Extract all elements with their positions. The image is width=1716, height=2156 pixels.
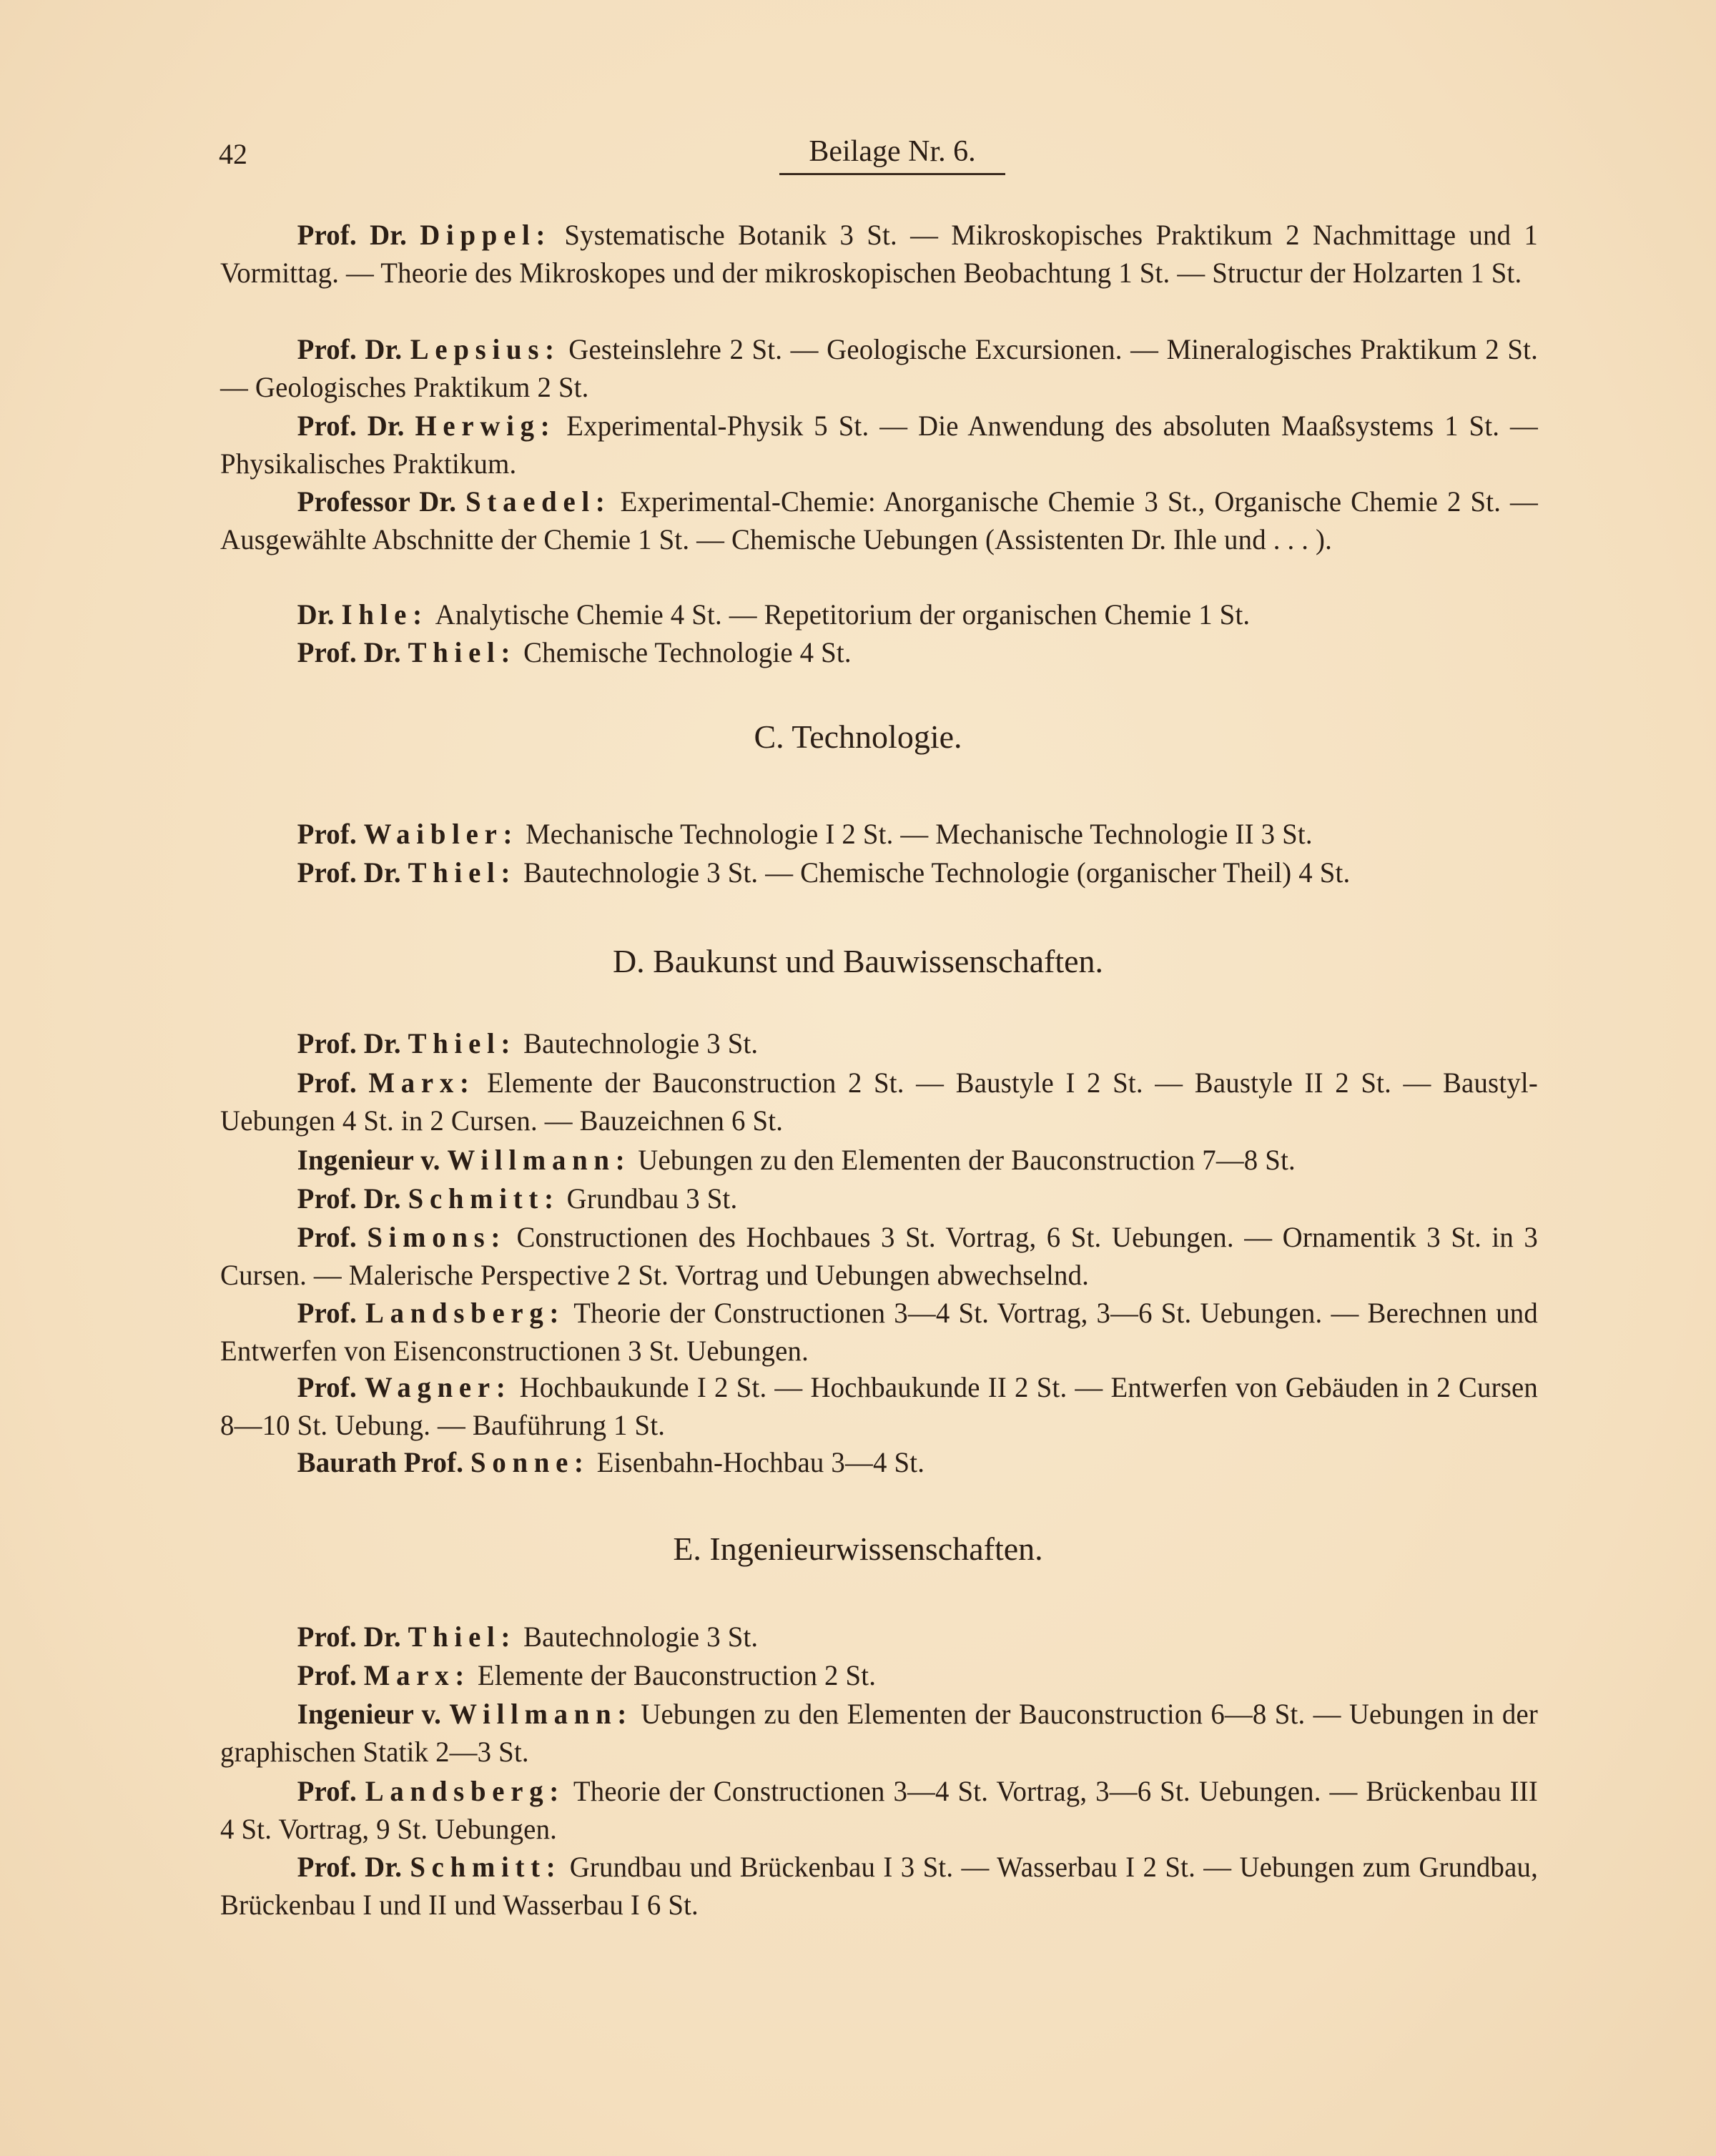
lecture-entry (220, 1618, 1538, 1656)
entry-prefix: Prof. Dr. (297, 333, 403, 365)
lecture-entry (220, 815, 1538, 853)
course-list: Systematische Botanik 3 St. — Mikroskopisches Praktikum 2 Nachmittage und 1 Vormittag. — Theorie des Mikroskopes und der mikroskopischen Beobachtung 1 St. — Structur der Holzarten 1 St. (220, 219, 1538, 289)
lecturer-name: Thiel: (408, 856, 517, 889)
running-title: Beilage Nr. 6. (779, 134, 1005, 175)
lecture-entry (220, 1141, 1538, 1179)
lecturer-name: Lepsius: (410, 333, 561, 365)
course-list: Eisenbahn-Hochbau 3—4 St. (596, 1446, 925, 1478)
entry-prefix: Prof. (297, 1297, 357, 1329)
entry-prefix: Prof. Dr. (297, 219, 408, 251)
lecturer-name: Herwig: (415, 410, 556, 442)
lecturer-name: Landsberg: (365, 1297, 566, 1329)
lecture-entry (220, 1180, 1538, 1217)
course-list: Elemente der Bauconstruction 2 St. — Baustyle I 2 St. — Baustyle II 2 St. — Baustyl-Uebungen 4 St. in 2 Cursen. — Bauzeichnen 6 St. (220, 1067, 1538, 1137)
entry-prefix: Prof. Dr. (297, 1851, 403, 1883)
course-list: Grundbau 3 St. (566, 1182, 738, 1215)
lecture-entry (220, 1024, 1538, 1062)
entry-prefix: Professor Dr. (297, 485, 457, 518)
lecture-entry (220, 483, 1538, 558)
entry-prefix: Prof. Dr. (297, 1621, 401, 1653)
lecturer-name: Wagner: (364, 1371, 512, 1403)
lecture-entry (220, 216, 1538, 292)
course-list: Experimental-Chemie: Anorganische Chemie 3 St., Organische Chemie 2 St. — Ausgewählte Abschnitte der Chemie 1 St. — Chemische Uebungen (Assistenten Dr. Ihle und . . . ). (220, 485, 1539, 555)
page-number: 42 (219, 138, 247, 170)
course-list: Bautechnologie 3 St. (523, 1621, 759, 1653)
lecture-entry (220, 1443, 1538, 1481)
course-list: Gesteinslehre 2 St. — Geologische Excursionen. — Mineralogisches Praktikum 2 St. — Geologisches Praktikum 2 St. (220, 333, 1539, 403)
course-list: Mechanische Technologie I 2 St. — Mechanische Technologie II 3 St. (526, 818, 1313, 850)
course-list: Bautechnologie 3 St. — Chemische Technologie (organischer Theil) 4 St. (523, 856, 1351, 889)
course-list: Analytische Chemie 4 St. — Repetitorium der organischen Chemie 1 St. (435, 598, 1251, 631)
lecture-entry (220, 407, 1538, 483)
lecturer-name: Waibler: (363, 818, 519, 850)
entry-prefix: Prof. (297, 1067, 357, 1099)
lecture-entry (220, 595, 1538, 633)
entry-prefix: Prof. (297, 1221, 357, 1253)
lecture-entry (220, 330, 1538, 406)
lecturer-name: Sonne: (470, 1446, 590, 1478)
lecturer-name: Schmitt: (410, 1851, 562, 1883)
entry-prefix: Prof. (297, 1371, 357, 1403)
entry-prefix: Prof. Dr. (297, 636, 401, 668)
lecturer-name: Staedel: (465, 485, 611, 518)
entry-prefix: Prof. Dr. (297, 1027, 401, 1059)
entry-prefix: Prof. (297, 818, 357, 850)
lecturer-name: Ihle: (341, 598, 428, 631)
lecturer-name: Dippel: (420, 219, 552, 251)
course-list: Experimental-Physik 5 St. — Die Anwendung des absoluten Maaßsystems 1 St. — Physikalisches Praktikum. (220, 410, 1539, 480)
lecture-entry (220, 1695, 1538, 1771)
lecturer-name: Thiel: (408, 1027, 517, 1059)
entry-prefix: Prof. Dr. (297, 856, 401, 889)
entry-prefix: Prof. (297, 1775, 357, 1807)
lecture-entry (220, 1848, 1538, 1924)
lecture-entry (220, 1368, 1538, 1444)
course-list: Elemente der Bauconstruction 2 St. (477, 1659, 877, 1691)
course-list: Bautechnologie 3 St. (523, 1027, 759, 1059)
lecturer-name: Willmann: (449, 1698, 633, 1730)
lecture-entry (220, 1294, 1538, 1370)
entry-prefix: Ingenieur v. (297, 1698, 441, 1730)
lecture-entry (220, 633, 1538, 671)
lecture-entry (220, 1064, 1538, 1139)
lecturer-name: Simons: (367, 1221, 507, 1253)
course-list: Chemische Technologie 4 St. (523, 636, 852, 668)
entry-prefix: Ingenieur v. (297, 1144, 440, 1176)
entry-prefix: Prof. (297, 1659, 357, 1691)
lecture-entry (220, 1656, 1538, 1694)
entry-prefix: Prof. Dr. (297, 1182, 401, 1215)
section-heading-d: D. Baukunst und Bauwissenschaften. (612, 943, 1104, 979)
lecture-entry (220, 854, 1538, 891)
course-list: Theorie der Constructionen 3—4 St. Vortrag, 3—6 St. Uebungen. — Berechnen und Entwerfen von Eisenconstructionen 3 St. Uebungen. (220, 1297, 1538, 1367)
section-heading-c: C. Technologie. (754, 718, 962, 755)
lecturer-name: Schmitt: (408, 1182, 560, 1215)
entry-prefix: Baurath Prof. (297, 1446, 464, 1478)
lecture-entry (220, 1772, 1538, 1848)
course-list: Uebungen zu den Elementen der Bauconstruction 7—8 St. (638, 1144, 1296, 1176)
course-list: Theorie der Constructionen 3—4 St. Vortrag, 3—6 St. Uebungen. — Brückenbau III 4 St. Vortrag, 9 St. Uebungen. (220, 1775, 1539, 1845)
entry-prefix: Prof. Dr. (297, 410, 405, 442)
course-list: Uebungen zu den Elementen der Bauconstruction 6—8 St. — Uebungen in der graphischen Statik 2—3 St. (220, 1698, 1539, 1768)
lecturer-name: Marx: (363, 1659, 471, 1691)
lecturer-name: Willmann: (447, 1144, 631, 1176)
lecturer-name: Thiel: (408, 1621, 517, 1653)
lecture-entry (220, 1218, 1538, 1294)
section-heading-e: E. Ingenieurwissenschaften. (673, 1531, 1043, 1567)
lecturer-name: Landsberg: (365, 1775, 565, 1807)
lecturer-name: Marx: (368, 1067, 475, 1099)
course-list: Constructionen des Hochbaues 3 St. Vortrag, 6 St. Uebungen. — Ornamentik 3 St. in 3 Cursen. — Malerische Perspective 2 St. Vortrag und Uebungen abwechselnd. (220, 1221, 1538, 1291)
course-list: Grundbau und Brückenbau I 3 St. — Wasserbau I 2 St. — Uebungen zum Grundbau, Brückenbau I und II und Wasserbau I 6 St. (220, 1851, 1538, 1921)
course-list: Hochbaukunde I 2 St. — Hochbaukunde II 2 St. — Entwerfen von Gebäuden in 2 Cursen 8—10 St. Uebung. — Bauführung 1 St. (220, 1371, 1539, 1441)
lecturer-name: Thiel: (408, 636, 517, 668)
entry-prefix: Dr. (297, 598, 335, 631)
